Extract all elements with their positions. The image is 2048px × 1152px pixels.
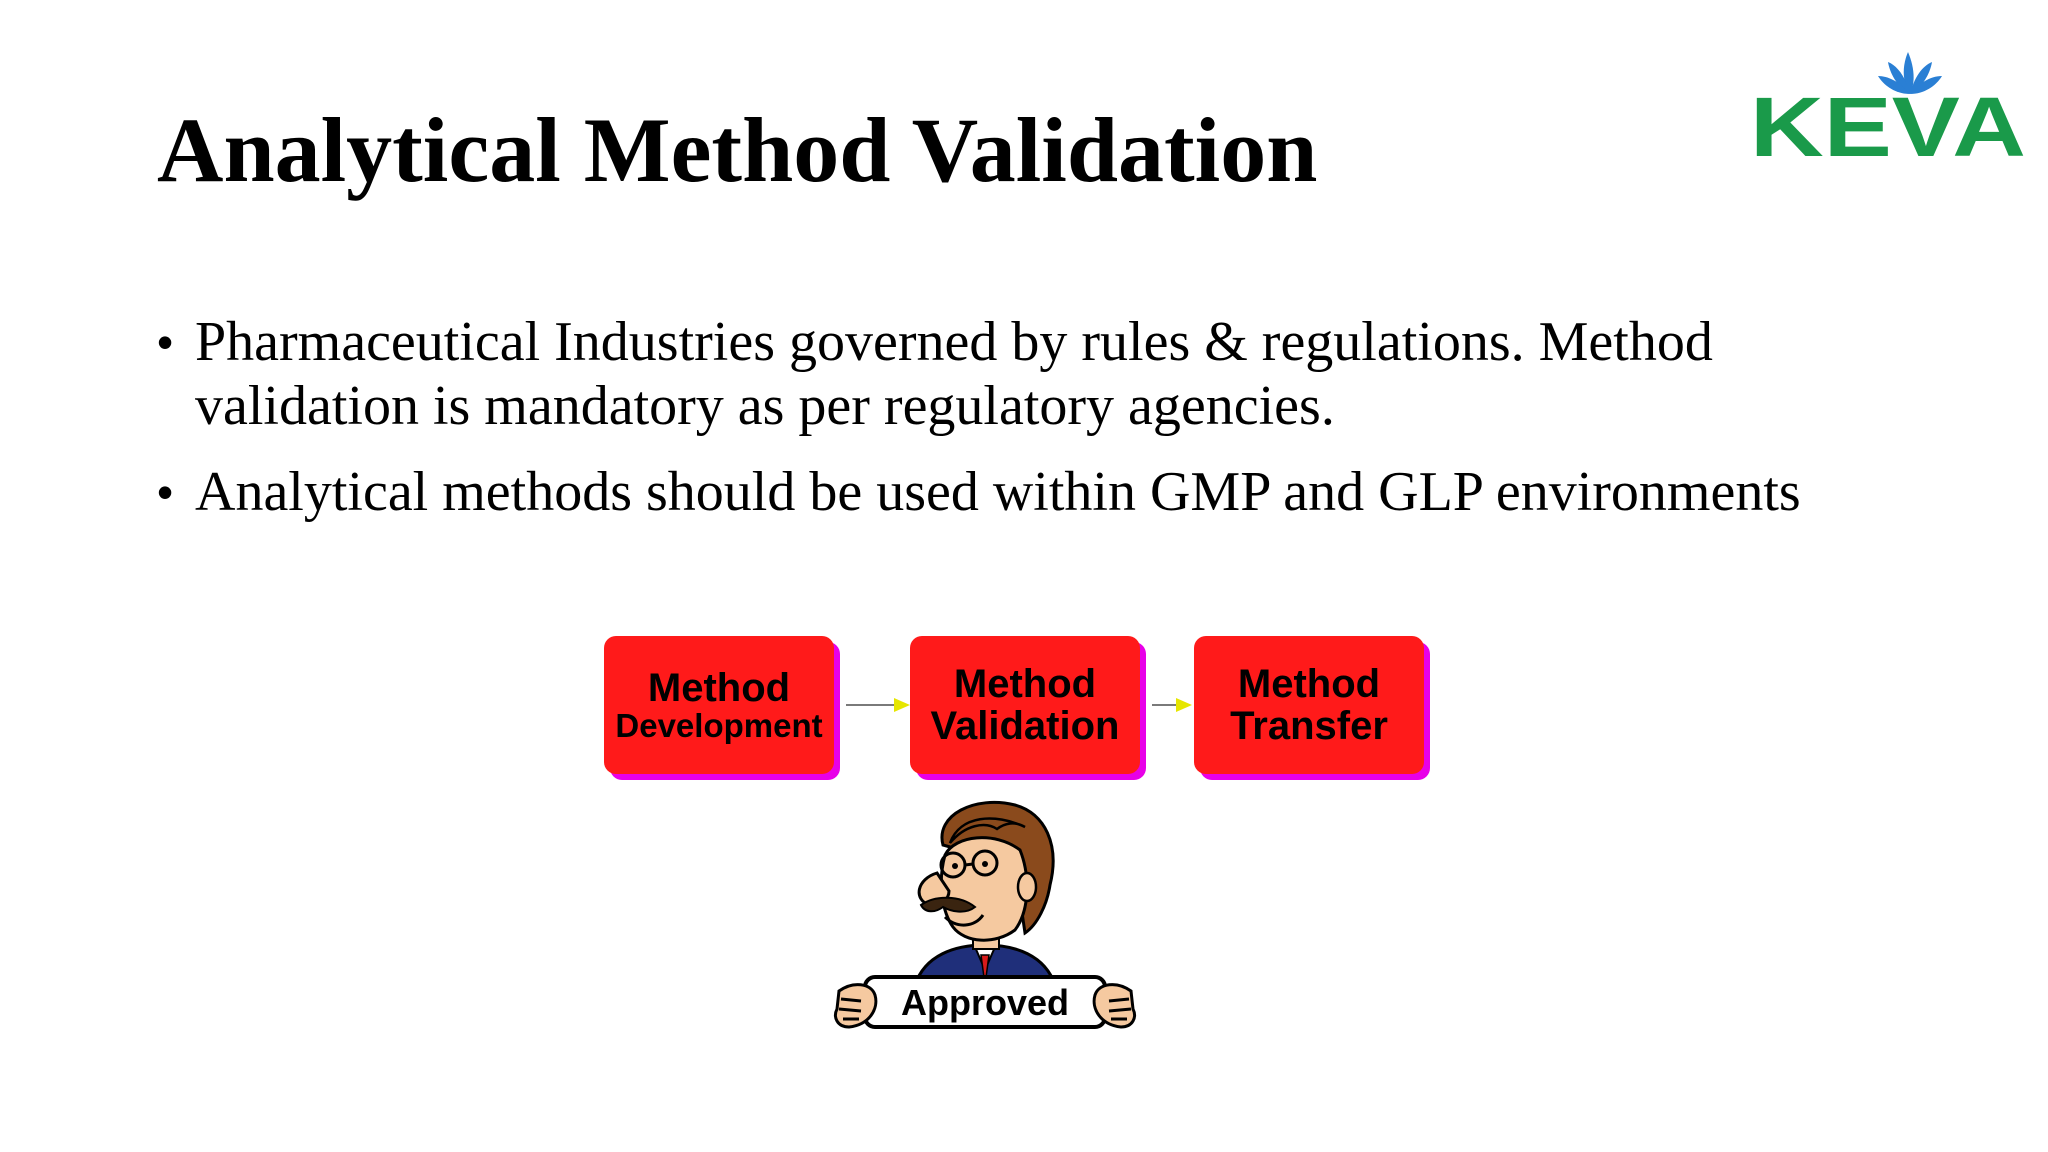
slide-title: Analytical Method Validation [157,99,1318,201]
flow-step-validation [910,636,1140,774]
keva-logo [1746,42,2030,170]
flow-step-label-line1: Method [1237,662,1381,706]
bullet-text: Analytical methods should be used within GMP and GLP environments [195,461,1801,523]
bullet-text: Pharmaceutical Industries governed by rules & regulations. Method validation is mandatory as per regulatory agencies. [195,311,1713,437]
flow-step-label-line1: Method [647,665,791,710]
flow-step-label-line2: Transfer [1230,704,1388,748]
flow-step-label-line2: Development [615,706,823,744]
flow-step-transfer [1194,636,1424,774]
flow-step-label-line2: Validation [930,704,1120,748]
bullet-item [157,460,1877,524]
bullet-list [157,310,1877,546]
flow-step-development [604,636,834,774]
flow-step-label-line1: Method [953,662,1097,706]
bullet-item [157,310,1877,438]
approved-sign-text: Approved [900,982,1070,1023]
flow-arrow-icon [846,704,906,706]
logo-text: KEVA [1750,80,2026,170]
flow-arrow-icon [1152,704,1188,706]
bullet-icon: • [157,316,174,368]
approved-man-illustration [825,795,1145,1035]
process-flow [598,636,1438,786]
bullet-icon: • [157,466,174,518]
